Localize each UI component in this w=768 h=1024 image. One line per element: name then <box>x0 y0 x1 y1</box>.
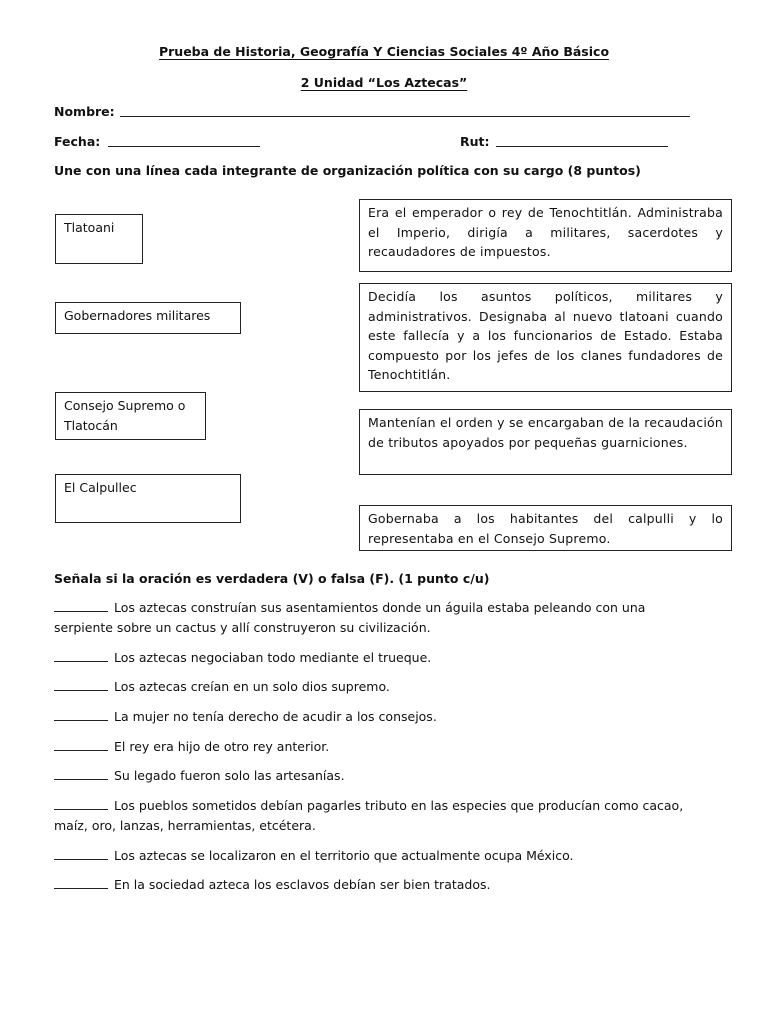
statement-text: En la sociedad azteca los esclavos debían ser bien tratados. <box>114 877 491 892</box>
answer-blank[interactable] <box>54 737 108 751</box>
statement-item <box>54 796 694 836</box>
description-text: Gobernaba a los habitantes del calpulli y lo representaba en el Consejo Supremo. <box>368 511 723 546</box>
answer-blank[interactable] <box>54 766 108 780</box>
page-title: Prueba de Historia, Geografía Y Ciencias Sociales 4º Año Básico <box>158 44 610 59</box>
statement-item <box>54 875 694 895</box>
statement-item <box>54 677 694 697</box>
rut-field[interactable] <box>496 134 668 147</box>
rut-label: Rut: <box>460 134 490 149</box>
statement-text: Los aztecas se localizaron en el territorio que actualmente ocupa México. <box>114 848 574 863</box>
term-label: Gobernadores militares <box>64 308 211 323</box>
description-text: Era el emperador o rey de Tenochtitlán. Administraba el Imperio, dirigía a militares, sacerdotes y recaudadores de impuestos. <box>368 205 723 259</box>
fecha-label: Fecha: <box>54 134 101 149</box>
term-box[interactable] <box>55 302 241 334</box>
answer-blank[interactable] <box>54 677 108 691</box>
statement-item <box>54 598 694 638</box>
statement-text: El rey era hijo de otro rey anterior. <box>114 739 330 754</box>
term-box[interactable] <box>55 214 143 264</box>
description-text: Mantenían el orden y se encargaban de la recaudación de tributos apoyados por pequeñas guarniciones. <box>368 415 723 450</box>
section2-instruction: Señala si la oración es verdadera (V) o falsa (F). (1 punto c/u) <box>54 571 490 586</box>
fecha-field[interactable] <box>108 134 260 147</box>
statement-item <box>54 846 694 866</box>
page-subtitle: 2 Unidad “Los Aztecas” <box>300 75 468 90</box>
term-label: El Calpullec <box>64 480 137 495</box>
statement-item <box>54 648 694 668</box>
description-box[interactable] <box>359 283 732 392</box>
statement-text: Los aztecas creían en un solo dios supremo. <box>114 679 390 694</box>
section1-instruction: Une con una línea cada integrante de organización política con su cargo (8 puntos) <box>54 163 641 178</box>
description-text: Decidía los asuntos políticos, militares y administrativos. Designaba al nuevo tlatoani cuando este fallecía y a los funcionarios de Estado. Estaba compuesto por los jefes de los clanes fundadores de Tenochtitlán. <box>368 289 723 382</box>
statement-text: Su legado fueron solo las artesanías. <box>114 768 345 783</box>
statement-text: Los aztecas construían sus asentamientos donde un águila estaba peleando con una serpiente sobre un cactus y allí construyeron su civilización. <box>54 600 646 635</box>
term-box[interactable] <box>55 474 241 523</box>
statement-item <box>54 707 694 727</box>
answer-blank[interactable] <box>54 846 108 860</box>
statement-item <box>54 737 694 757</box>
nombre-label: Nombre: <box>54 104 115 119</box>
term-box[interactable] <box>55 392 206 440</box>
answer-blank[interactable] <box>54 598 108 612</box>
description-box[interactable] <box>359 199 732 272</box>
term-label: Consejo Supremo o Tlatocán <box>64 398 186 433</box>
nombre-field[interactable] <box>120 104 690 117</box>
answer-blank[interactable] <box>54 707 108 721</box>
answer-blank[interactable] <box>54 796 108 810</box>
answer-blank[interactable] <box>54 875 108 889</box>
answer-blank[interactable] <box>54 648 108 662</box>
statement-item <box>54 766 694 786</box>
statement-text: Los pueblos sometidos debían pagarles tributo en las especies que producían como cacao, maíz, oro, lanzas, herramientas, etcétera. <box>54 798 684 833</box>
description-box[interactable] <box>359 505 732 551</box>
statement-text: La mujer no tenía derecho de acudir a los consejos. <box>114 709 437 724</box>
statement-text: Los aztecas negociaban todo mediante el trueque. <box>114 650 432 665</box>
description-box[interactable] <box>359 409 732 475</box>
term-label: Tlatoani <box>64 220 115 235</box>
